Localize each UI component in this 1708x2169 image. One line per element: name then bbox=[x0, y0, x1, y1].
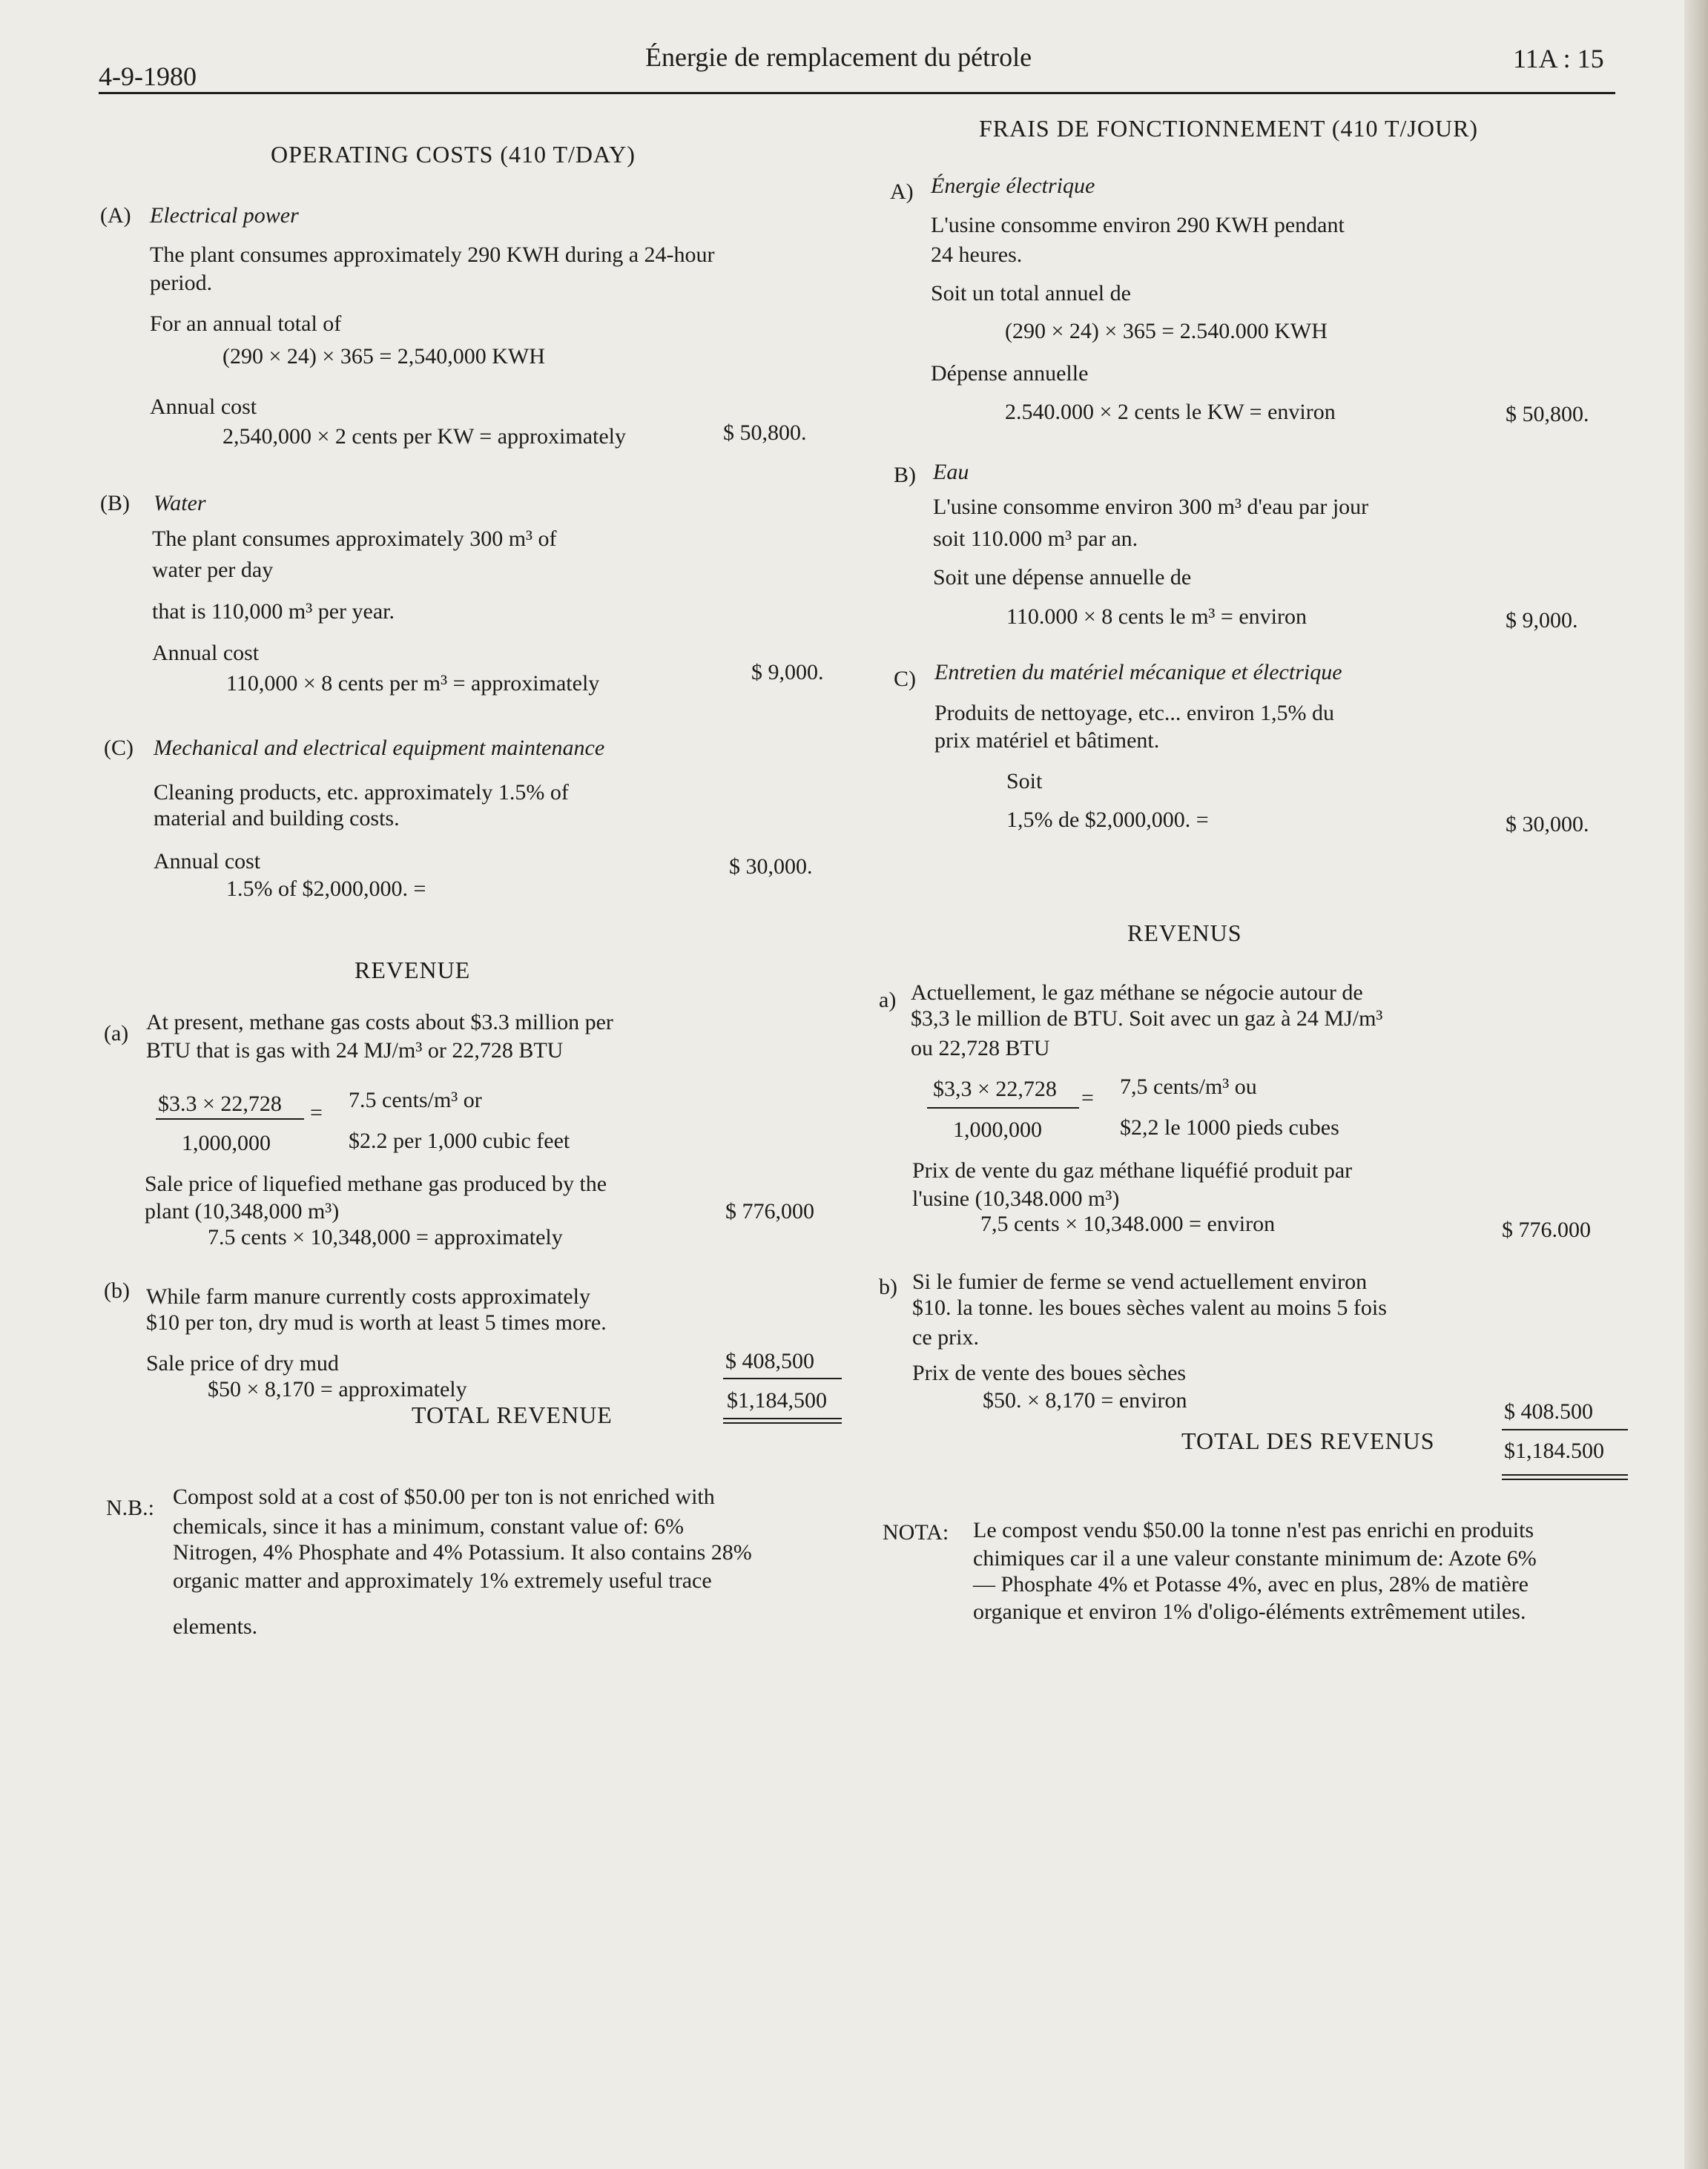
en-c-title: Mechanical and electrical equipment maintenance bbox=[154, 736, 605, 760]
fr-total-underline-1 bbox=[1502, 1474, 1628, 1476]
fr-ra-fraction-bar bbox=[927, 1107, 1079, 1109]
fr-a-line1: L'usine consomme environ 290 KWH pendant bbox=[931, 213, 1345, 237]
fr-c-cost-value: $ 30,000. bbox=[1506, 812, 1589, 836]
en-c-cost-value: $ 30,000. bbox=[729, 854, 813, 879]
en-rb-value: $ 408,500 bbox=[725, 1349, 814, 1373]
en-ra-result2: $2.2 per 1,000 cubic feet bbox=[349, 1129, 570, 1153]
en-nb-line1: Compost sold at a cost of $50.00 per ton is not enriched with bbox=[173, 1485, 715, 1509]
en-a-cost-value: $ 50,800. bbox=[723, 420, 807, 445]
fr-rb-label: b) bbox=[879, 1275, 897, 1299]
en-b-line3: that is 110,000 m³ per year. bbox=[152, 599, 395, 624]
fr-c-line3: Soit bbox=[1006, 769, 1043, 793]
en-ra-result1: 7.5 cents/m³ or bbox=[349, 1088, 482, 1112]
fr-b-label: B) bbox=[894, 463, 916, 487]
fr-rb-line3: ce prix. bbox=[912, 1325, 979, 1350]
en-b-cost-label: Annual cost bbox=[152, 641, 260, 665]
fr-nb-line4: organique et environ 1% d'oligo-éléments extrêmement utiles. bbox=[973, 1599, 1526, 1624]
en-total-underline-2 bbox=[723, 1422, 842, 1424]
en-c-line2: material and building costs. bbox=[154, 806, 400, 831]
fr-rb-line2: $10. la tonne. les boues sèches valent au moins 5 fois bbox=[912, 1295, 1387, 1320]
en-ra-value: $ 776,000 bbox=[725, 1199, 814, 1224]
en-b-label: (B) bbox=[100, 491, 130, 515]
fr-ra-equals: = bbox=[1081, 1086, 1094, 1110]
en-a-line2: period. bbox=[150, 271, 213, 295]
fr-total-underline-2 bbox=[1502, 1479, 1628, 1480]
en-ra-numerator: $3.3 × 22,728 bbox=[158, 1092, 282, 1116]
fr-ra-denominator: 1,000,000 bbox=[953, 1117, 1042, 1142]
en-ra-fraction-bar bbox=[156, 1118, 304, 1120]
en-rb-line2: $10 per ton, dry mud is worth at least 5 times more. bbox=[146, 1310, 607, 1335]
fr-a-calc: (290 × 24) × 365 = 2.540.000 KWH bbox=[1005, 319, 1328, 343]
fr-rb-value: $ 408.500 bbox=[1504, 1399, 1593, 1424]
en-b-line2: water per day bbox=[152, 558, 274, 582]
fr-revenue-heading: REVENUS bbox=[1127, 920, 1242, 946]
fr-nb-line2: chimiques car il a une valeur constante minimum de: Azote 6% bbox=[973, 1546, 1537, 1571]
header-title: Énergie de remplacement du pétrole bbox=[645, 42, 1032, 72]
fr-a-line3: Soit un total annuel de bbox=[931, 281, 1131, 306]
en-ra-line1: At present, methane gas costs about $3.3 million per bbox=[146, 1010, 613, 1034]
en-ra-sale3: 7.5 cents × 10,348,000 = approximately bbox=[208, 1225, 563, 1249]
fr-nb-label: NOTA: bbox=[883, 1520, 949, 1545]
fr-ra-sale3: 7,5 cents × 10,348.000 = environ bbox=[980, 1212, 1276, 1236]
fr-total-value: $1,184.500 bbox=[1504, 1439, 1604, 1463]
en-ra-line2: BTU that is gas with 24 MJ/m³ or 22,728 BTU bbox=[146, 1038, 564, 1063]
en-total-underline-1 bbox=[723, 1418, 842, 1419]
fr-c-cost-calc: 1,5% de $2,000,000. = bbox=[1006, 808, 1209, 832]
fr-ra-sale1: Prix de vente du gaz méthane liquéfié produit par bbox=[912, 1158, 1353, 1183]
fr-ra-line2: $3,3 le million de BTU. Soit avec un gaz à 24 MJ/m³ bbox=[911, 1006, 1383, 1031]
en-ra-label: (a) bbox=[104, 1021, 129, 1046]
fr-ra-value: $ 776.000 bbox=[1502, 1218, 1591, 1242]
fr-a-cost-label: Dépense annuelle bbox=[931, 361, 1089, 386]
en-rb-sale1: Sale price of dry mud bbox=[146, 1351, 339, 1376]
fr-c-title: Entretien du matériel mécanique et électrique bbox=[934, 660, 1342, 684]
fr-ra-result1: 7,5 cents/m³ ou bbox=[1120, 1074, 1257, 1099]
en-a-line1: The plant consumes approximately 290 KWH during a 24-hour bbox=[150, 242, 715, 267]
en-c-line1: Cleaning products, etc. approximately 1.5% of bbox=[154, 780, 569, 805]
en-revenue-heading: REVENUE bbox=[355, 957, 471, 983]
en-ra-equals: = bbox=[310, 1100, 323, 1125]
fr-b-title: Eau bbox=[933, 460, 969, 484]
en-a-line3: For an annual total of bbox=[150, 311, 342, 336]
en-ra-denominator: 1,000,000 bbox=[182, 1131, 271, 1155]
page-binding-edge bbox=[1684, 0, 1708, 2169]
en-a-label: (A) bbox=[100, 203, 131, 228]
en-nb-line3: Nitrogen, 4% Phosphate and 4% Potassium. It also contains 28% bbox=[173, 1540, 752, 1565]
fr-c-line1: Produits de nettoyage, etc... environ 1,5% du bbox=[934, 701, 1335, 725]
fr-rb-sale1: Prix de vente des boues sèches bbox=[912, 1361, 1187, 1385]
en-nb-label: N.B.: bbox=[106, 1496, 155, 1520]
en-a-cost-label: Annual cost bbox=[150, 394, 257, 419]
en-a-title: Electrical power bbox=[150, 203, 299, 228]
en-rb-label: (b) bbox=[104, 1278, 130, 1303]
fr-a-label: A) bbox=[890, 179, 914, 204]
en-ra-sale1: Sale price of liquefied methane gas produced by the bbox=[145, 1172, 607, 1196]
en-b-cost-calc: 110,000 × 8 cents per m³ = approximately bbox=[226, 671, 600, 696]
header-date: 4-9-1980 bbox=[99, 62, 197, 91]
fr-a-cost-calc: 2.540.000 × 2 cents le KW = environ bbox=[1005, 400, 1336, 424]
en-b-cost-value: $ 9,000. bbox=[751, 660, 824, 684]
fr-ra-result2: $2,2 le 1000 pieds cubes bbox=[1120, 1115, 1339, 1140]
en-c-cost-calc: 1.5% of $2,000,000. = bbox=[226, 876, 426, 901]
en-nb-line2: chemicals, since it has a minimum, constant value of: 6% bbox=[173, 1514, 684, 1539]
fr-b-cost-calc: 110.000 × 8 cents le m³ = environ bbox=[1006, 604, 1307, 629]
fr-nb-line1: Le compost vendu $50.00 la tonne n'est pas enrichi en produits bbox=[973, 1518, 1534, 1542]
en-heading: OPERATING COSTS (410 T/DAY) bbox=[271, 141, 636, 168]
header-page-number: 11A : 15 bbox=[1513, 44, 1604, 73]
en-rb-line1: While farm manure currently costs approximately bbox=[146, 1284, 590, 1309]
en-b-title: Water bbox=[154, 491, 206, 515]
fr-c-line2: prix matériel et bâtiment. bbox=[934, 728, 1160, 753]
header-rule bbox=[99, 92, 1615, 94]
fr-ra-line1: Actuellement, le gaz méthane se négocie autour de bbox=[911, 980, 1363, 1005]
en-total-label: TOTAL REVENUE bbox=[412, 1402, 613, 1428]
en-a-cost-calc: 2,540,000 × 2 cents per KW = approximately bbox=[222, 424, 626, 449]
fr-a-cost-value: $ 50,800. bbox=[1506, 402, 1589, 426]
en-total-value: $1,184,500 bbox=[727, 1388, 827, 1413]
fr-ra-line3: ou 22,728 BTU bbox=[911, 1036, 1050, 1060]
fr-a-title: Énergie électrique bbox=[931, 174, 1095, 198]
fr-subtotal-underline bbox=[1502, 1429, 1628, 1430]
en-c-cost-label: Annual cost bbox=[154, 849, 261, 874]
en-nb-line4: organic matter and approximately 1% extremely useful trace bbox=[173, 1568, 712, 1593]
fr-c-label: C) bbox=[894, 667, 916, 691]
fr-b-line2: soit 110.000 m³ par an. bbox=[933, 526, 1138, 551]
fr-heading: FRAIS DE FONCTIONNEMENT (410 T/JOUR) bbox=[979, 115, 1479, 142]
fr-rb-sale2: $50. × 8,170 = environ bbox=[983, 1388, 1187, 1413]
fr-nb-line3: — Phosphate 4% et Potasse 4%, avec en plus, 28% de matière bbox=[973, 1572, 1529, 1597]
en-b-line1: The plant consumes approximately 300 m³ of bbox=[152, 526, 557, 551]
en-subtotal-underline bbox=[723, 1378, 842, 1379]
en-rb-sale2: $50 × 8,170 = approximately bbox=[208, 1377, 467, 1402]
fr-a-line2: 24 heures. bbox=[931, 242, 1023, 267]
fr-b-line1: L'usine consomme environ 300 m³ d'eau par jour bbox=[933, 495, 1369, 519]
en-ra-sale2: plant (10,348,000 m³) bbox=[145, 1199, 340, 1224]
fr-ra-label: a) bbox=[879, 988, 897, 1012]
en-nb-line5: elements. bbox=[173, 1614, 258, 1639]
fr-ra-numerator: $3,3 × 22,728 bbox=[933, 1077, 1057, 1101]
en-a-calc: (290 × 24) × 365 = 2,540,000 KWH bbox=[222, 344, 545, 369]
fr-b-cost-value: $ 9,000. bbox=[1506, 608, 1578, 633]
en-c-label: (C) bbox=[104, 736, 133, 760]
fr-total-label: TOTAL DES REVENUS bbox=[1181, 1427, 1435, 1454]
fr-b-line3: Soit une dépense annuelle de bbox=[933, 565, 1192, 590]
fr-ra-sale2: l'usine (10,348.000 m³) bbox=[912, 1186, 1120, 1211]
fr-rb-line1: Si le fumier de ferme se vend actuellement environ bbox=[912, 1270, 1368, 1294]
